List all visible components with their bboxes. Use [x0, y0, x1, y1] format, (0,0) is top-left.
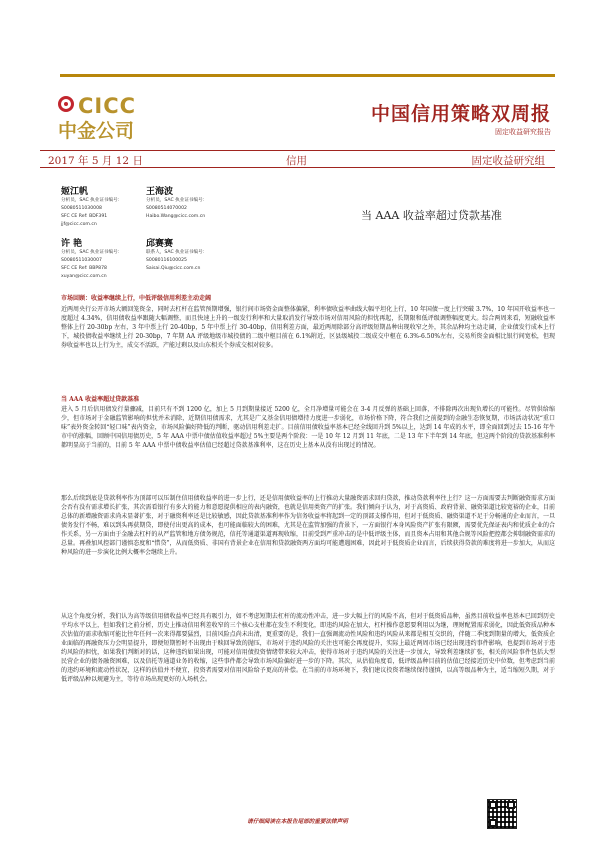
author-line: 联系人，SAC 执业证书编号：: [146, 250, 208, 255]
section-heading: 当 AAA 收益率超过贷款基准: [61, 396, 140, 403]
report-headline: 当 AAA 收益率超过贷款基准: [361, 209, 502, 222]
author-email[interactable]: Haibo.Wang@cicc.com.cn: [146, 214, 206, 219]
research-group: 固定收益研究组: [471, 155, 545, 167]
author-email[interactable]: xuyan@cicc.com.cn: [61, 274, 107, 279]
body-paragraph: 进入 5 月后信用债发行量骤减，目前只有不到 1200 亿，加上 5 月到期量接近 5200 亿，全月净增量可能会在 3-4 月反弹的基础上回落，不排除再次出现负增长的可能性。尽管供给缩少，但市场对于金融监管影响的担忧并未消除，近期信用债需求，尤其是广义基金信用债增持力度进一步弱化，市场价格下降，符合我们之前提到的金融生态恢复期，市场活动状况“重口味”表外资金转回“轻口味”表内资金，市场风险偏好降低的判断，驱动信用利差走扩。目前信用债收益率基本已经全线回升到 5%以上，达到 14 年成的水平，即全面回到过去 15-16 年牛市中的涨幅，回顾中国信用债历史，5 年 AAA 中票中债估值收益率超过 5%主要是两个阶段：一是 10 年 12 月到 11 年底，二是 13 年下半年到 14 年底，但这两个阶段的贷款基准利率都明显高于当前的，目前 5 年 AAA 中票中债收益率估值已经超过贷款基准利率，这在历史上基本从没有出现过的情况。: [61, 406, 555, 450]
author-block: [61, 184, 122, 229]
author-line: 分析员，SAC 执业证书编号：: [61, 198, 123, 203]
report-category: 信用: [286, 155, 307, 167]
author-line: S0080514070002: [146, 206, 187, 211]
report-title: 中国信用策略双周报: [370, 103, 551, 125]
header-accent-bar: [60, 74, 555, 77]
section-heading: 市场回顾：收益率继续上行，中低评级信用利差主动走阔: [61, 295, 212, 302]
logo-cn: 中金公司: [58, 120, 135, 142]
dateline-bar: [40, 150, 555, 168]
author-block: [146, 236, 207, 273]
report-date: 2017 年 5 月 12 日: [48, 155, 143, 167]
report-subtitle: 固定收益研究报告: [495, 128, 551, 136]
author-line: 分析员，SAC 执业证书编号：: [61, 250, 123, 255]
author-line: SFC CE Ref: BDF391: [61, 214, 108, 219]
author-line: S0080511030008: [61, 206, 102, 211]
author-block: [61, 236, 122, 281]
author-name: 邱赛赛: [146, 239, 174, 249]
cicc-logo-mark-icon: [58, 96, 74, 112]
author-email[interactable]: Saisai.Qiu@cicc.com.cn: [146, 266, 201, 271]
legal-notice: 请仔细阅读在本报告尾部的重要法律声明: [247, 819, 348, 825]
author-name: 王海波: [146, 187, 174, 197]
author-email[interactable]: jjf@cicc.com.cn: [61, 222, 97, 227]
author-block: [146, 184, 207, 221]
author-line: S0080511030007: [61, 258, 102, 263]
body-paragraph: 近两周央行公开市场大额回笼资金，同时去杠杆在监管预期增强，银行间市场资金面整体偏紧，利率债收益率曲线大幅平坦化上行，10 年国债一度上行突破 3.7%，10 年国开收益率也一度超过 4.34%，信用债收益率跟随大幅调整，而且快速上升的一级发行利率和大量取消发行导致市场对信用风险的担忧再起，长期限和低评级调整幅度更大。综合两周来看，短融收益率整体上行 20-30bp 左右，3 年中票上行 20-40bp，5 年中票上行 30-40bp，信用利差方面，最近两周除部分高评级短期品种出现收窄之外，其余品种均主动走阔，企业债发行成本上行下，城投债收益率继续上行 20-30bp，7 年期 AA 评级地级市城投债的二级中枢目前在 6.1%附近，区县级城投二级成交中枢在 6.3%-6.50%左右，交易所资金面相比银行间宽松，但现券收益率也以上行为主，成交不活跃，产能过剩以及山东相关个券成交相对较多。: [61, 306, 555, 350]
body-paragraph: 那么后续到底是贷款利率作为顶部可以压制住信用债收益率的进一步上行，还是信用债收益率的上行推动大量融资需求回归贷款，推动贷款利率往上行？这一方面需要去判断融资需求方面会否有没有需求增长扩张，其次需看银行有多大的能力和意愿提供相应的表内融资，也就是信用类资产的扩张。我们倾向于认为，对于高资质、政府背景、融资渠道比较宽裕的企业，目前总体的新增融资需求尚未显著扩张，对于融资利率还是比较敏感，因此贷款基准利率作为信务收益率将起到一定的顶部支撑作用，但对于低资质、融资渠道不足于分畅通的企业而言，一旦债务发行不畅，难以到头再获期贷，即使付出更高的成本，也可能面临较大的困难，尤其是在监管加强的背景下，一方面银行本身风险资产扩张有限额，需要优先保证表内和优质企业的合作关系，另一方面由于金融去杠杆的从严监管和地方债务规范，信托等通道渠道再现收缩，目前受到严重冲击的是中低评级主体，而且资本占用和其他合规等风险把控都会抑制融资需求的总量。再叠加风控部门谨慎态度和“惜贷”，从而低资质、非国有背景企业在信用和贷款融资两方面均可能遭遇困难，因此对于低资质企业而言，后续获得贷款的难度将进一步加大，从而这种风险的进一步演化比例大概率会继续上升。: [61, 495, 555, 557]
logo-en: CICC: [78, 94, 137, 118]
body-paragraph: 从这个角度分析，我们认为高等级信用债收益率已经具有吸引力，如不考虑短期去杠杆的流动性冲击，进一步大幅上行的风险不高，但对于低资质品种，虽然目前收益率也基本已回到历史平均水平以上，但如我们之前分析，历史上推动信用利差收窄的三个核心支柱都在发生不利变化，即违约风险在加大，杠杆操作意愿要利用以为继，理财配置需求弱化，因此低资质品种本次估值的需求收缩可能比往年任何一次来得都要猛烈，目前风险点尚未出清，更重要的是，我们一直强调流动性风险和违约风险从来都是相互交织的，伴随二季度到期量的增大，低资质企业面临的再融资压力会明显提升，即便短期暂时不出现由于赎回导致的抛压，市场对于违约风险的关注也可能会再度提升，实际上最近两周市场已经出现违约事件影响，也提到市场对于违约风险的担忧，如果我们判断对的话，这种违约如果出现，可能对信用债投资情绪带来较大冲击，使得市场对于违约风险的关注进一步加大，导致利差继续扩张，相关的风险事件包括大型民营企业的债务融资困难，以及信托等通道业务的收缩，这些事件都会导致市场风险偏好进一步的下降。其次，从估值角度看，低评级品种目前的估值已经接近历史中位数，但考虑到当前的违约环境和流动性状况，这样的估值并不便宜，投资者需要对信用风险给予更高的补偿。在当前的市场环境下，我们建议投资者继续保持谨慎，以高等级品种为主，适当缩短久期，对于低评级品种以规避为主，等待市场出现更好的入场机会。: [61, 613, 555, 684]
author-line: S0080116100025: [146, 258, 187, 263]
qr-code-icon: [487, 799, 517, 829]
author-name: 许 艳: [61, 239, 83, 249]
cicc-logo: [58, 94, 198, 144]
author-line: SFC CE Ref: BBP878: [61, 266, 107, 271]
author-name: 姬江帆: [61, 187, 89, 197]
author-line: 分析员，SAC 执业证书编号：: [146, 198, 208, 203]
